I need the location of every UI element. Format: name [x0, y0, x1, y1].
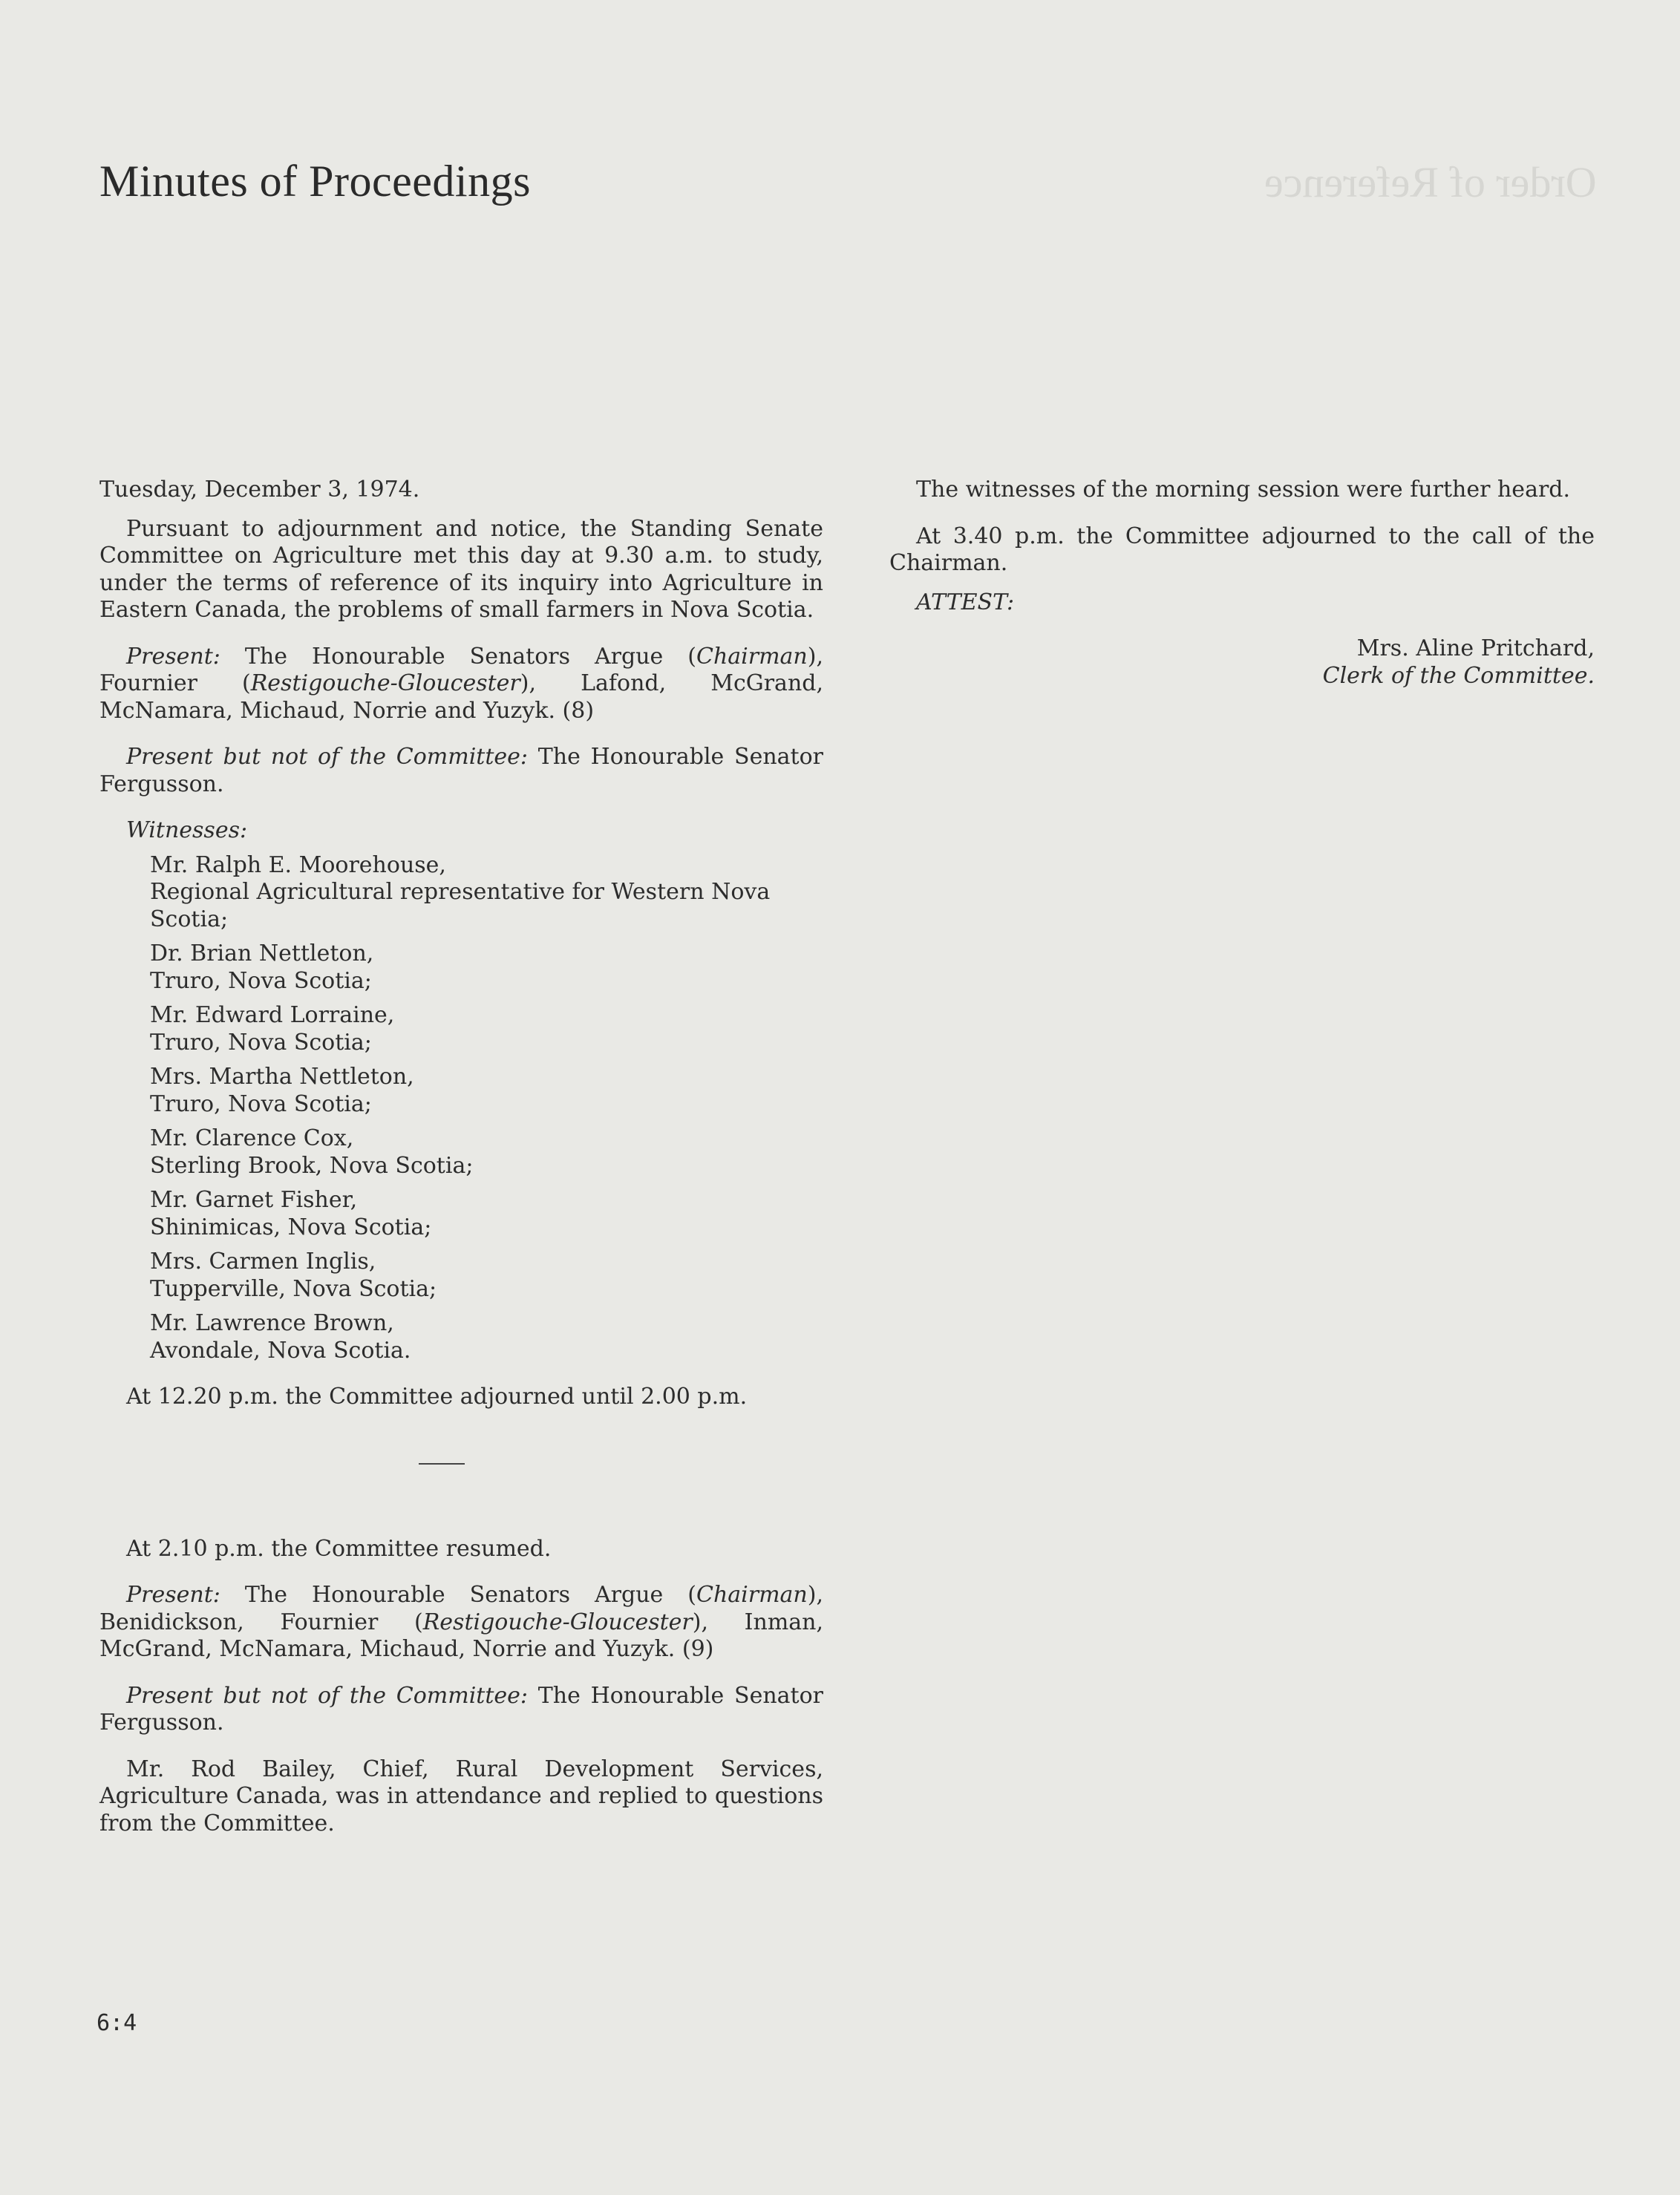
witness-name: Mrs. Carmen Inglis,: [150, 1249, 376, 1275]
witness-detail: Truro, Nova Scotia;: [150, 1029, 372, 1056]
section-divider: [419, 1463, 465, 1465]
witness-name: Mr. Lawrence Brown,: [150, 1310, 394, 1336]
list-item: [150, 1249, 823, 1303]
afternoon-resumed: At 2.10 p.m. the Committee resumed.: [126, 1535, 552, 1562]
not-of-committee-morning: Present but not of the Committee: The Honourable Senator Fergusson.: [99, 744, 823, 797]
witness-detail: Truro, Nova Scotia;: [150, 967, 372, 994]
list-item: [150, 1064, 823, 1118]
right-column: [889, 477, 1595, 690]
page-number: 6:4: [97, 2010, 137, 2036]
witness-name: Mrs. Martha Nettleton,: [150, 1064, 414, 1090]
list-item: [150, 1310, 823, 1364]
witness-name: Mr. Edward Lorraine,: [150, 1002, 395, 1028]
witness-detail: Shinimicas, Nova Scotia;: [150, 1214, 432, 1240]
list-item: [150, 1187, 823, 1241]
witness-name: Mr. Clarence Cox,: [150, 1125, 354, 1151]
left-column: [99, 477, 823, 1837]
present-label: Present:: [126, 643, 220, 670]
witness-name: Mr. Garnet Fisher,: [150, 1187, 358, 1213]
list-item: [150, 1002, 823, 1056]
intro-paragraph: Pursuant to adjournment and notice, the Standing Senate Committee on Agriculture met this day at 9.30 a.m. to study, under the terms of reference of its inquiry into Agriculture in Eastern Canada, the problems of small farmers in Nova Scotia.: [99, 515, 823, 623]
list-item: [150, 1125, 823, 1180]
clerk-title: Clerk of the Committee.: [1322, 662, 1595, 689]
witness-detail: Tupperville, Nova Scotia;: [150, 1275, 437, 1302]
final-adjournment: At 3.40 p.m. the Committee adjourned to the call of the Chairman.: [889, 523, 1595, 576]
list-item: [150, 941, 823, 995]
clerk-name: Mrs. Aline Pritchard,: [1356, 635, 1595, 661]
witness-detail: Regional Agricultural representative for Western Nova Scotia;: [150, 879, 771, 932]
witness-list: [150, 852, 823, 1365]
page-title: Minutes of Proceedings: [99, 157, 531, 206]
meeting-date: Tuesday, December 3, 1974.: [99, 477, 420, 503]
witnesses-heard: The witnesses of the morning session were further heard.: [916, 477, 1571, 503]
present-morning: Present: The Honourable Senators Argue (Chairman), Fournier (Restigouche-Gloucester), Lafond, McGrand, McNamara, Michaud, Norrie and Yuzyk. (8): [99, 643, 823, 724]
present-afternoon: Present: The Honourable Senators Argue (Chairman), Benidickson, Fournier (Restigouche-Gloucester), Inman, McGrand, McNamara, Michaud, Norrie and Yuzyk. (9): [99, 1582, 824, 1662]
bailey-paragraph: Mr. Rod Bailey, Chief, Rural Development Services, Agriculture Canada, was in attendance and replied to questions from the Committee.: [99, 1756, 823, 1836]
witness-name: Dr. Brian Nettleton,: [150, 941, 374, 966]
witness-detail: Truro, Nova Scotia;: [150, 1090, 372, 1117]
not-of-committee-afternoon: Present but not of the Committee: The Honourable Senator Fergusson.: [99, 1682, 823, 1736]
witness-detail: Sterling Brook, Nova Scotia;: [150, 1152, 474, 1179]
attest-label: ATTEST:: [916, 589, 1015, 615]
witness-name: Mr. Ralph E. Moorehouse,: [150, 851, 446, 878]
list-item: [150, 852, 823, 934]
morning-adjournment: At 12.20 p.m. the Committee adjourned until 2.00 p.m.: [126, 1384, 748, 1410]
witnesses-label: Witnesses:: [126, 817, 248, 843]
bleed-through-title: Order of Reference: [1264, 158, 1597, 206]
witness-detail: Avondale, Nova Scotia.: [150, 1337, 411, 1364]
